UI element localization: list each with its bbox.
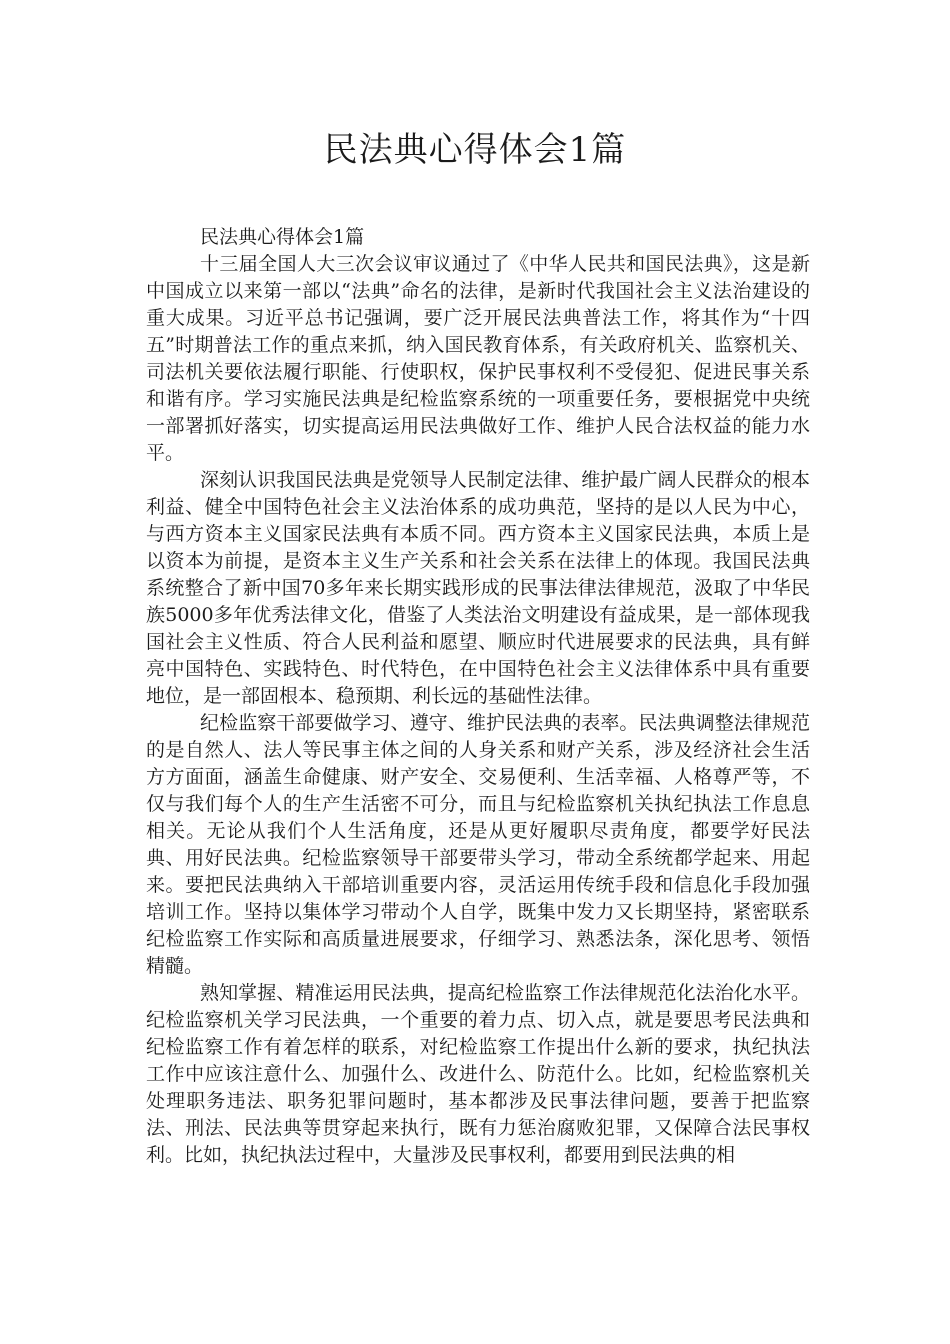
paragraph-3: 纪检监察干部要做学习、遵守、维护民法典的表率。民法典调整法律规范的是自然人、法人等民事主体之间的人身关系和财产关系，涉及经济社会生活方方面面，涵盖生命健康、财产安全、交易便利、生活幸福、人格尊严等，不仅与我们每个人的生产生活密不可分，而且与纪检监察机关执纪执法工作息息相关。无论从我们个人生活角度，还是从更好履职尽责角度，都要学好民法典、用好民法典。纪检监察领导干部要带头学习，带动全系统都学起来、用起来。要把民法典纳入干部培训重要内容，灵活运用传统手段和信息化手段加强培训工作。坚持以集体学习带动个人自学，既集中发力又长期坚持，紧密联系纪检监察工作实际和高质量进展要求，仔细学习、熟悉法条，深化思考、领悟精髓。 [146, 712, 810, 977]
paragraph-4: 熟知掌握、精准运用民法典，提高纪检监察工作法律规范化法治化水平。纪检监察机关学习民法典，一个重要的着力点、切入点，就是要思考民法典和纪检监察工作有着怎样的联系，对纪检监察工作提出什么新的要求，执纪执法工作中应该注意什么、加强什么、改进什么、防范什么。比如，纪检监察机关处理职务违法、职务犯罪问题时，基本都涉及民事法律问题，要善于把监察法、刑法、民法典等贯穿起来执行，既有力惩治腐败犯罪，又保障合法民事权利。比如，执纪执法过程中，大量涉及民事权利，都要用到民法典的相 [146, 982, 810, 1166]
paragraph-2: 深刻认识我国民法典是党领导人民制定法律、维护最广阔人民群众的根本利益、健全中国特色社会主义法治体系的成功典范，坚持的是以人民为中心，与西方资本主义国家民法典有本质不同。西方资本主义国家民法典，本质上是以资本为前提，是资本主义生产关系和社会关系在法律上的体现。我国民法典系统整合了新中国70多年来长期实践形成的民事法律法律规范，汲取了中华民族5000多年优秀法律文化，借鉴了人类法治文明建设有益成果，是一部体现我国社会主义性质、符合人民利益和愿望、顺应时代进展要求的民法典，具有鲜亮中国特色、实践特色、时代特色，在中国特色社会主义法律体系中具有重要地位，是一部固根本、稳预期、利长远的基础性法律。 [146, 469, 810, 707]
document-subtitle: 民法典心得体会1篇 [200, 226, 365, 248]
paragraph-1: 十三届全国人大三次会议审议通过了《中华人民共和国民法典》，这是新中国成立以来第一部以“法典”命名的法律，是新时代我国社会主义法治建设的重大成果。习近平总书记强调，要广泛开展民法典普法工作，将其作为“十四五”时期普法工作的重点来抓，纳入国民教育体系，有关政府机关、监察机关、司法机关要依法履行职能、行使职权，保护民事权利不受侵犯、促进民事关系和谐有序。学习实施民法典是纪检监察系统的一项重要任务，要根据党中央统一部署抓好落实，切实提高运用民法典做好工作、维护人民合法权益的能力水平。 [146, 253, 810, 464]
document-title: 民法典心得体会1篇 [323, 130, 627, 170]
document-body [146, 224, 810, 1169]
